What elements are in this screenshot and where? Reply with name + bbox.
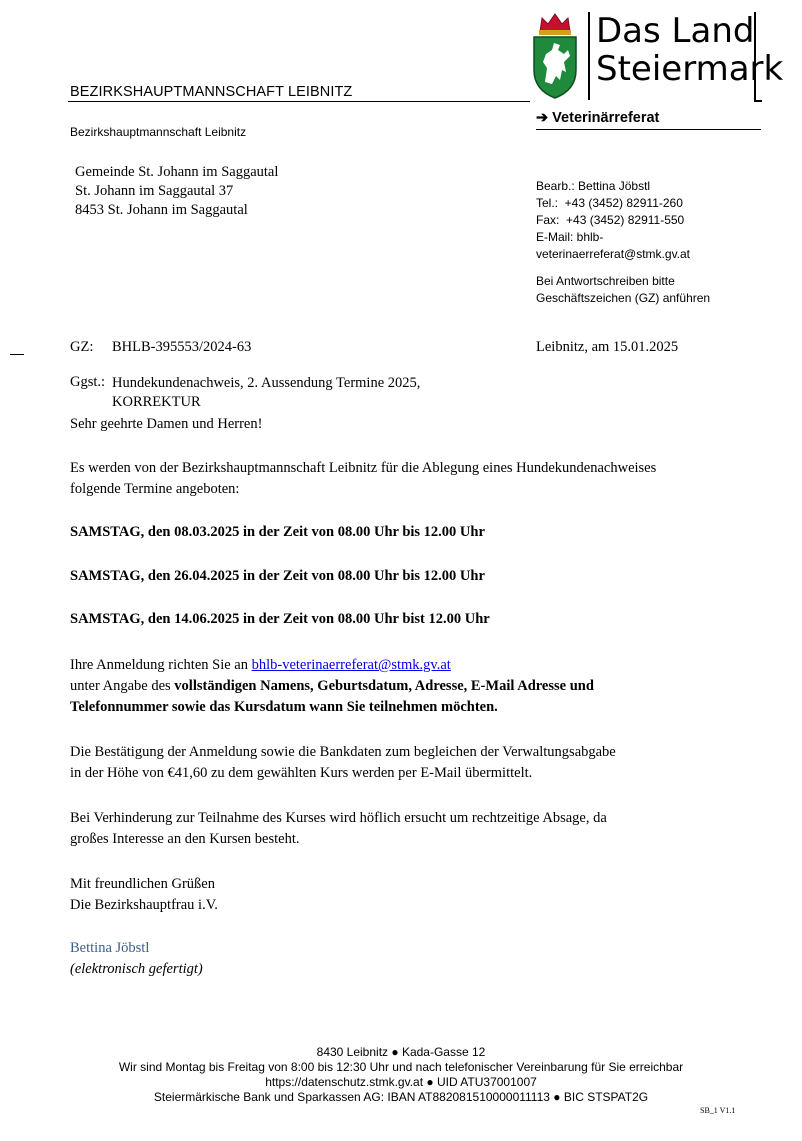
footer-address: 8430 Leibnitz ● Kada-Gasse 12 bbox=[316, 1045, 486, 1059]
term-date-1: SAMSTAG, den 08.03.2025 in der Zeit von 08.00 Uhr bis 12.00 Uhr bbox=[70, 524, 485, 540]
fold-mark bbox=[10, 354, 24, 355]
department-divider bbox=[536, 129, 761, 130]
logo-right-bar bbox=[754, 12, 756, 102]
confirmation-line-2: in der Höhe von €41,60 zu dem gewählten Kurs werden per E-Mail übermittelt. bbox=[70, 765, 533, 781]
recipient-line-2: St. Johann im Saggautal 37 bbox=[75, 183, 234, 199]
footer bbox=[0, 1045, 802, 1105]
contact-block bbox=[536, 178, 761, 263]
logo bbox=[530, 8, 784, 104]
closing bbox=[70, 874, 750, 916]
registration-paragraph bbox=[70, 655, 750, 718]
intro-line-1: Es werden von der Bezirkshauptmannschaft Leibnitz für die Ablegung eines Hundekundenachweises bbox=[70, 460, 657, 476]
closing-line-1: Mit freundlichen Grüßen bbox=[70, 876, 215, 892]
department-label: ➔ Veterinärreferat bbox=[536, 110, 660, 126]
registration-line-1 bbox=[70, 655, 750, 676]
closing-line-2: Die Bezirkshauptfrau i.V. bbox=[70, 897, 218, 913]
email-address: veterinaerreferat@stmk.gv.at bbox=[536, 247, 691, 261]
confirmation-line-1: Die Bestätigung der Anmeldung sowie die Bankdaten zum begleichen der Verwaltungsabgabe bbox=[70, 744, 616, 760]
gz-label: GZ: bbox=[70, 339, 94, 355]
registration-line-3: Telefonnummer sowie das Kursdatum wann Sie teilnehmen möchten. bbox=[70, 699, 498, 715]
confirmation-paragraph bbox=[70, 742, 750, 784]
authority-header: BEZIRKSHAUPTMANNSCHAFT LEIBNITZ bbox=[70, 84, 353, 100]
subject-line-1: Hundekundenachweis, 2. Aussendung Termine 2025, bbox=[112, 375, 421, 391]
header-divider bbox=[68, 101, 530, 102]
footer-hours: Wir sind Montag bis Freitag von 8:00 bis 12:30 Uhr und nach telefonischer Vereinbarung für Sie erreichbar bbox=[118, 1060, 684, 1074]
email-label: E-Mail: bhlb- bbox=[536, 230, 604, 244]
cancellation-line-1: Bei Verhinderung zur Teilnahme des Kurses wird höflich ersucht um rechtzeitige Absage, da bbox=[70, 810, 607, 826]
logo-bar bbox=[588, 12, 590, 100]
term-date-3: SAMSTAG, den 14.06.2025 in der Zeit von 08.00 Uhr bist 12.00 Uhr bbox=[70, 611, 490, 627]
reference-note-line-2: Geschäftszeichen (GZ) anführen bbox=[536, 291, 711, 305]
signed-note: (elektronisch gefertigt) bbox=[70, 961, 203, 977]
footer-privacy: https://datenschutz.stmk.gv.at ● UID ATU37001007 bbox=[265, 1075, 537, 1089]
registration-prefix: Ihre Anmeldung richten Sie an bbox=[70, 657, 252, 673]
signer-name: Bettina Jöbstl bbox=[70, 940, 150, 956]
salutation: Sehr geehrte Damen und Herren! bbox=[70, 416, 263, 432]
recipient-line-3: 8453 St. Johann im Saggautal bbox=[75, 202, 248, 218]
letter-date: Leibnitz, am 15.01.2025 bbox=[536, 339, 679, 355]
styria-coat-of-arms-icon bbox=[530, 10, 580, 100]
recipient-address bbox=[75, 163, 278, 220]
gz-value: BHLB-395553/2024-63 bbox=[112, 339, 252, 355]
registration-line-2-b: vollständigen Namens, Geburtsdatum, Adresse, E-Mail Adresse und bbox=[174, 678, 594, 694]
subject-line-2: KORREKTUR bbox=[112, 394, 201, 410]
intro-paragraph bbox=[70, 458, 750, 500]
subject-label: Ggst.: bbox=[70, 374, 106, 390]
phone: Tel.: +43 (3452) 82911-260 bbox=[536, 196, 683, 210]
fax: Fax: +43 (3452) 82911-550 bbox=[536, 213, 685, 227]
version-tag: SB_1 V1.1 bbox=[700, 1106, 736, 1115]
footer-bank: Steiermärkische Bank und Sparkassen AG: IBAN AT882081510000011113 ● BIC STSPAT2G bbox=[153, 1090, 649, 1104]
reference-note-line-1: Bei Antwortschreiben bitte bbox=[536, 274, 675, 288]
clerk: Bearb.: Bettina Jöbstl bbox=[536, 179, 651, 193]
logo-line-1: Das Land bbox=[596, 11, 755, 51]
recipient-line-1: Gemeinde St. Johann im Saggautal bbox=[75, 164, 279, 180]
registration-line-2-a: unter Angabe des bbox=[70, 678, 175, 694]
logo-corner bbox=[754, 100, 762, 102]
registration-line-2 bbox=[70, 676, 750, 697]
registration-email-link[interactable]: bhlb-veterinaerreferat@stmk.gv.at bbox=[251, 657, 451, 673]
logo-line-2: Steiermark bbox=[596, 49, 784, 89]
sender-line: Bezirkshauptmannschaft Leibnitz bbox=[70, 125, 247, 139]
reference-note bbox=[536, 273, 761, 307]
subject-text bbox=[112, 374, 420, 412]
term-date-2: SAMSTAG, den 26.04.2025 in der Zeit von 08.00 Uhr bis 12.00 Uhr bbox=[70, 568, 485, 584]
cancellation-line-2: großes Interesse an den Kursen besteht. bbox=[70, 831, 300, 847]
intro-line-2: folgende Termine angeboten: bbox=[70, 481, 240, 497]
cancellation-paragraph bbox=[70, 808, 750, 850]
